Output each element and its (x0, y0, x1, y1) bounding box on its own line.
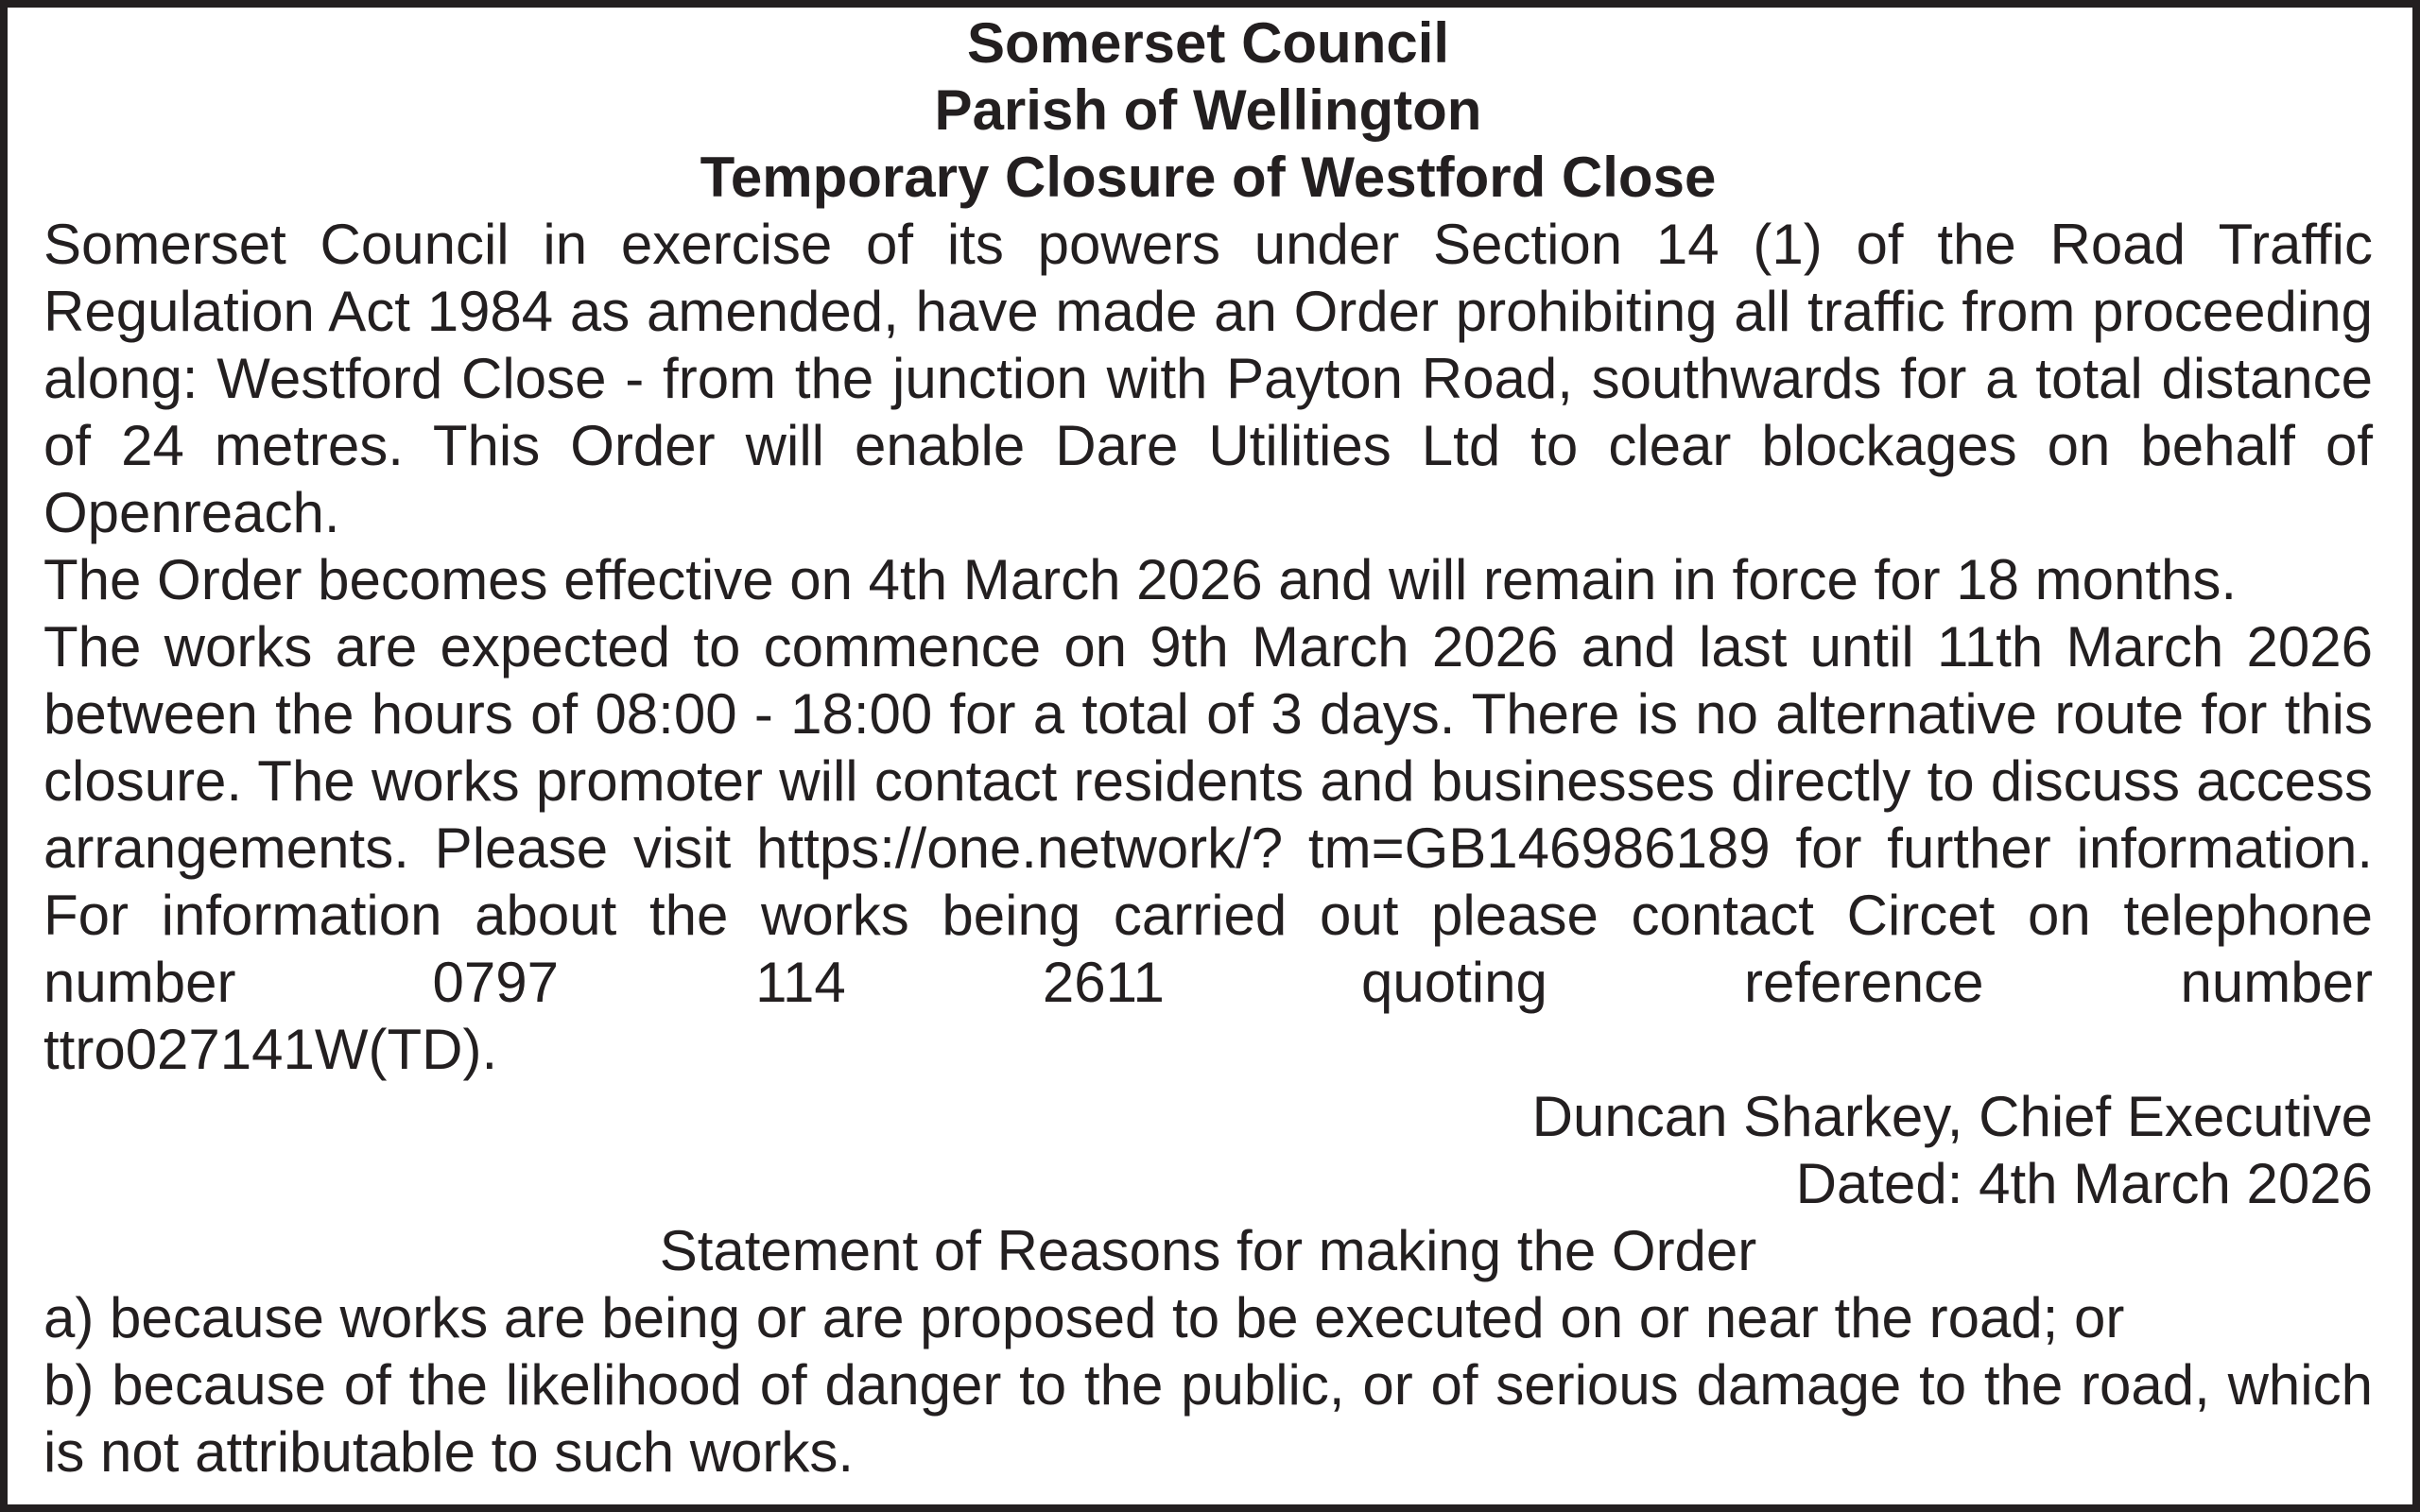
dated-line: Dated: 4th March 2026 (1795, 1152, 2373, 1215)
works-details: The works are expected to commence on 9th March 2026 and last until 11th March 2026 between the hours of 08:00 - 18:00 for a total of 3 days. There is no alternative route for this closure. The works promoter will contact residents and businesses directly to discuss access arrangements. Please visit https://one.network/? tm=GB146986189 for further information. For information about the works being carried out please contact Circet on telephone number 0797 114 2611 quoting reference number (43, 615, 2373, 1014)
council-name: Somerset Council (966, 11, 1450, 75)
notice-title: Temporary Closure of Westford Close (700, 146, 1717, 209)
reasons-heading: Statement of Reasons for making the Order (659, 1219, 1757, 1282)
effective-date-line: The Order becomes effective on 4th March 2026 and will remain in force for 18 months. (43, 548, 2238, 611)
parish-name: Parish of Wellington (934, 78, 1482, 142)
order-description: Somerset Council in exercise of its powers under Section 14 (1) of the Road Traffic Regulation Act 1984 as amended, have made an Order prohibiting all traffic from proceeding along: Westford Close - from the junction with Payton Road, southwards for a total distance of 24 metres. This Order will enable Dare Utilities Ltd to clear blockages on behalf of Openreach. (43, 213, 2373, 544)
signatory: Duncan Sharkey, Chief Executive (1531, 1085, 2373, 1148)
reason-a: a) because works are being or are proposed to be executed on or near the road; or (43, 1286, 2125, 1349)
notice-header (43, 9, 2373, 211)
reason-b: b) because of the likelihood of danger to the public, or of serious damage to the road, which is not attributable to such works. (43, 1353, 2373, 1484)
reference-number: ttro027141W(TD). (43, 1018, 498, 1081)
